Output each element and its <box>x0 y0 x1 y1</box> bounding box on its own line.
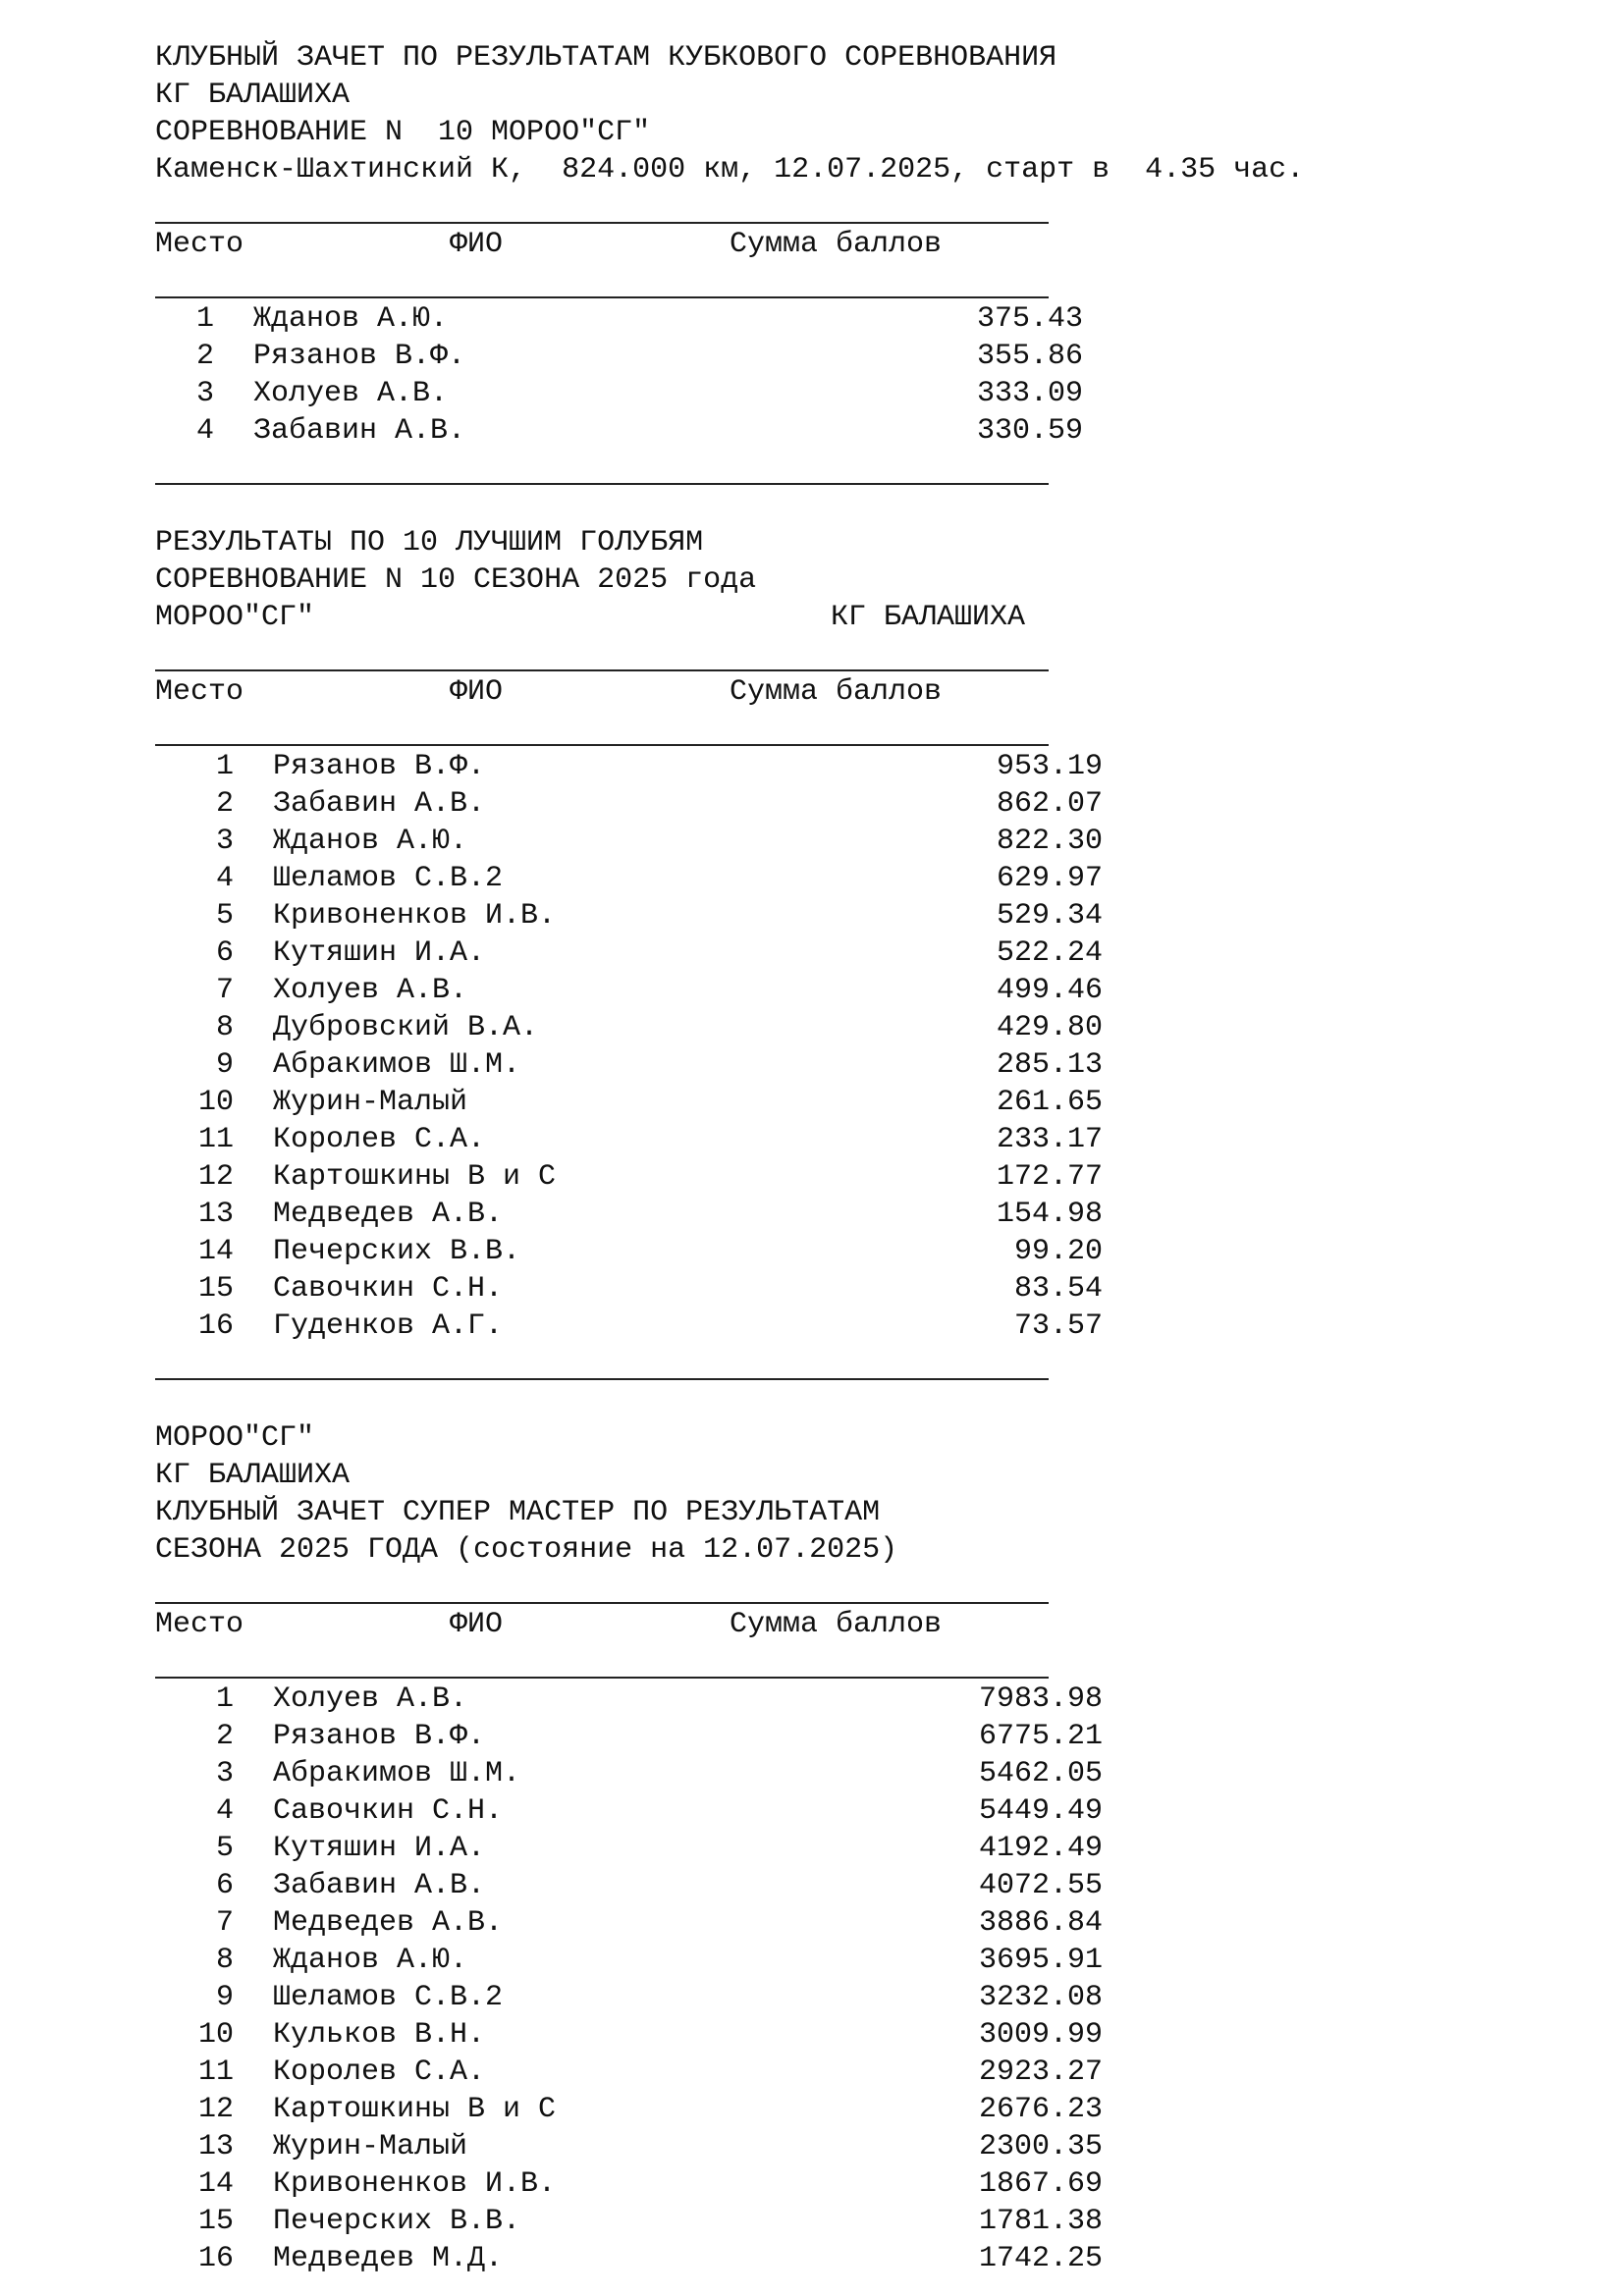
table-row <box>155 1121 1549 1158</box>
place-cell: 3 <box>215 1757 234 1790</box>
place-cell: 4 <box>215 862 234 895</box>
score-cell: 629.97 <box>996 862 1103 895</box>
place-cell: 3 <box>215 825 234 858</box>
name-cell: Королев С.А. <box>273 1123 486 1156</box>
score-cell: 2300.35 <box>978 2130 1103 2163</box>
place-cell: 4 <box>195 414 214 448</box>
place-cell: 10 <box>197 1086 234 1119</box>
title-line: СОРЕВНОВАНИЕ N 10 СЕЗОНА 2025 года <box>155 563 757 597</box>
table-row <box>155 1718 1549 1755</box>
score-cell: 4072.55 <box>978 1869 1103 1902</box>
table-row <box>155 1942 1549 1979</box>
name-cell: Рязанов В.Ф. <box>273 1720 486 1753</box>
table-row <box>155 2016 1549 2054</box>
divider <box>155 1569 1549 1606</box>
score-cell: 5462.05 <box>978 1757 1103 1790</box>
table-row <box>155 748 1549 785</box>
score-cell: 1742.25 <box>978 2242 1103 2275</box>
table-row <box>155 1009 1549 1046</box>
table-row <box>155 1308 1549 1345</box>
name-cell: Холуев А.В. <box>253 377 449 410</box>
org-club-line <box>155 599 1549 636</box>
score-cell: 99.20 <box>1013 1235 1103 1268</box>
section-cup-club-results <box>155 39 1549 487</box>
score-cell: 3232.08 <box>978 1981 1103 2014</box>
column-header-sum: Сумма баллов <box>730 228 943 261</box>
name-cell: Медведев А.В. <box>273 1198 504 1231</box>
place-cell: 14 <box>197 2167 234 2201</box>
name-cell: Печерских В.В. <box>273 2205 521 2238</box>
score-cell: 2923.27 <box>978 2056 1103 2089</box>
score-cell: 285.13 <box>996 1048 1103 1082</box>
name-cell: Журин-Малый <box>273 1086 468 1119</box>
place-cell: 15 <box>197 2205 234 2238</box>
name-cell: Шеламов С.В.2 <box>273 862 504 895</box>
column-header-place: Место <box>155 675 244 709</box>
section-super-master-results <box>155 1419 1549 2277</box>
name-cell: Холуев А.В. <box>273 1682 468 1716</box>
score-cell: 522.24 <box>996 936 1103 970</box>
place-cell: 9 <box>215 1048 234 1082</box>
name-cell: Забавин А.В. <box>273 787 486 821</box>
score-cell: 529.34 <box>996 899 1103 933</box>
table-row <box>155 1233 1549 1270</box>
place-cell: 5 <box>215 1832 234 1865</box>
table-row <box>155 2203 1549 2240</box>
score-cell: 330.59 <box>976 414 1083 448</box>
table-row <box>155 1158 1549 1196</box>
name-cell: Жданов А.Ю. <box>273 825 468 858</box>
place-cell: 16 <box>197 1309 234 1343</box>
divider <box>155 450 1549 487</box>
score-cell: 2676.23 <box>978 2093 1103 2126</box>
score-cell: 261.65 <box>996 1086 1103 1119</box>
name-cell: Журин-Малый <box>273 2130 468 2163</box>
title-line: КГ БАЛАШИХА <box>155 1459 351 1492</box>
club-name: КГ БАЛАШИХА <box>831 601 1026 634</box>
table-row <box>155 934 1549 972</box>
column-header-name: ФИО <box>450 1608 504 1641</box>
table-body <box>155 300 1549 450</box>
score-cell: 1867.69 <box>978 2167 1103 2201</box>
table-row <box>155 300 1549 338</box>
name-cell: Медведев М.Д. <box>273 2242 504 2275</box>
column-header-sum: Сумма баллов <box>730 1608 943 1641</box>
table-row <box>155 1046 1549 1084</box>
score-cell: 1781.38 <box>978 2205 1103 2238</box>
divider <box>155 636 1549 673</box>
column-header-name: ФИО <box>450 675 504 709</box>
score-cell: 3695.91 <box>978 1944 1103 1977</box>
results-document <box>155 39 1549 2277</box>
title-line: КЛУБНЫЙ ЗАЧЕТ ПО РЕЗУЛЬТАТАМ КУБКОВОГО СОРЕВНОВАНИЯ <box>155 41 1057 75</box>
org-name: МОРОО"СГ" <box>155 601 315 634</box>
name-cell: Дубровский В.А. <box>273 1011 539 1044</box>
score-cell: 3886.84 <box>978 1906 1103 1940</box>
table-row <box>155 785 1549 823</box>
table-row <box>155 2240 1549 2277</box>
place-cell: 8 <box>215 1944 234 1977</box>
place-cell: 6 <box>215 1869 234 1902</box>
table-row <box>155 2128 1549 2165</box>
table-row <box>155 338 1549 375</box>
title-line: МОРОО"СГ" <box>155 1421 315 1455</box>
place-cell: 7 <box>215 1906 234 1940</box>
score-cell: 429.80 <box>996 1011 1103 1044</box>
score-cell: 499.46 <box>996 974 1103 1007</box>
name-cell: Кривоненков И.В. <box>273 2167 557 2201</box>
title-line: Каменск-Шахтинский К, 824.000 км, 12.07.2025, старт в 4.35 час. <box>155 153 1305 187</box>
place-cell: 13 <box>197 1198 234 1231</box>
name-cell: Забавин А.В. <box>273 1869 486 1902</box>
name-cell: Кутяшин И.А. <box>273 1832 486 1865</box>
name-cell: Кутяшин И.А. <box>273 936 486 970</box>
divider <box>155 1643 1549 1681</box>
column-header-sum: Сумма баллов <box>730 675 943 709</box>
name-cell: Рязанов В.Ф. <box>253 340 466 373</box>
score-cell: 355.86 <box>976 340 1083 373</box>
table-row <box>155 2091 1549 2128</box>
table-row <box>155 1792 1549 1830</box>
table-header <box>155 673 1549 711</box>
divider <box>155 263 1549 300</box>
table-row <box>155 1979 1549 2016</box>
place-cell: 12 <box>197 2093 234 2126</box>
place-cell: 12 <box>197 1160 234 1194</box>
score-cell: 862.07 <box>996 787 1103 821</box>
place-cell: 6 <box>215 936 234 970</box>
table-row <box>155 1867 1549 1904</box>
place-cell: 15 <box>197 1272 234 1306</box>
column-header-name: ФИО <box>450 228 504 261</box>
title-line: КЛУБНЫЙ ЗАЧЕТ СУПЕР МАСТЕР ПО РЕЗУЛЬТАТАМ <box>155 1496 881 1529</box>
name-cell: Кривоненков И.В. <box>273 899 557 933</box>
column-header-place: Место <box>155 1608 244 1641</box>
table-header <box>155 1606 1549 1643</box>
place-cell: 10 <box>197 2018 234 2052</box>
score-cell: 7983.98 <box>978 1682 1103 1716</box>
place-cell: 1 <box>215 1682 234 1716</box>
name-cell: Картошкины В и С <box>273 2093 557 2126</box>
place-cell: 1 <box>195 302 214 336</box>
name-cell: Жданов А.Ю. <box>273 1944 468 1977</box>
place-cell: 2 <box>215 787 234 821</box>
score-cell: 822.30 <box>996 825 1103 858</box>
place-cell: 3 <box>195 377 214 410</box>
score-cell: 333.09 <box>976 377 1083 410</box>
table-row <box>155 1196 1549 1233</box>
divider <box>155 711 1549 748</box>
place-cell: 9 <box>215 1981 234 2014</box>
score-cell: 3009.99 <box>978 2018 1103 2052</box>
place-cell: 13 <box>197 2130 234 2163</box>
divider <box>155 1345 1549 1382</box>
place-cell: 14 <box>197 1235 234 1268</box>
score-cell: 375.43 <box>976 302 1083 336</box>
table-row <box>155 2054 1549 2091</box>
name-cell: Холуев А.В. <box>273 974 468 1007</box>
score-cell: 73.57 <box>1013 1309 1103 1343</box>
score-cell: 4192.49 <box>978 1832 1103 1865</box>
score-cell: 6775.21 <box>978 1720 1103 1753</box>
score-cell: 953.19 <box>996 750 1103 783</box>
section-top10-results <box>155 524 1549 1382</box>
table-row <box>155 412 1549 450</box>
name-cell: Рязанов В.Ф. <box>273 750 486 783</box>
score-cell: 5449.49 <box>978 1794 1103 1828</box>
name-cell: Жданов А.Ю. <box>253 302 449 336</box>
name-cell: Печерских В.В. <box>273 1235 521 1268</box>
divider <box>155 188 1549 226</box>
name-cell: Гуденков А.Г. <box>273 1309 504 1343</box>
name-cell: Абракимов Ш.М. <box>273 1048 521 1082</box>
table-row <box>155 860 1549 897</box>
place-cell: 1 <box>215 750 234 783</box>
score-cell: 154.98 <box>996 1198 1103 1231</box>
table-row <box>155 1270 1549 1308</box>
name-cell: Картошкины В и С <box>273 1160 557 1194</box>
table-row <box>155 1084 1549 1121</box>
table-body <box>155 748 1549 1345</box>
score-cell: 172.77 <box>996 1160 1103 1194</box>
name-cell: Абракимов Ш.М. <box>273 1757 521 1790</box>
table-body <box>155 1681 1549 2277</box>
name-cell: Королев С.А. <box>273 2056 486 2089</box>
place-cell: 2 <box>195 340 214 373</box>
name-cell: Кульков В.Н. <box>273 2018 486 2052</box>
place-cell: 4 <box>215 1794 234 1828</box>
place-cell: 8 <box>215 1011 234 1044</box>
title-line: РЕЗУЛЬТАТЫ ПО 10 ЛУЧШИМ ГОЛУБЯМ <box>155 526 704 560</box>
table-row <box>155 823 1549 860</box>
table-row <box>155 1755 1549 1792</box>
table-header <box>155 226 1549 263</box>
table-row <box>155 1904 1549 1942</box>
score-cell: 83.54 <box>1013 1272 1103 1306</box>
place-cell: 7 <box>215 974 234 1007</box>
table-row <box>155 1830 1549 1867</box>
column-header-place: Место <box>155 228 244 261</box>
place-cell: 5 <box>215 899 234 933</box>
name-cell: Шеламов С.В.2 <box>273 1981 504 2014</box>
table-row <box>155 2165 1549 2203</box>
title-line: СОРЕВНОВАНИЕ N 10 МОРОО"СГ" <box>155 116 651 149</box>
table-row <box>155 972 1549 1009</box>
table-row <box>155 897 1549 934</box>
place-cell: 11 <box>197 2056 234 2089</box>
table-row <box>155 1681 1549 1718</box>
place-cell: 11 <box>197 1123 234 1156</box>
table-row <box>155 375 1549 412</box>
title-line: КГ БАЛАШИХА <box>155 79 351 112</box>
place-cell: 16 <box>197 2242 234 2275</box>
place-cell: 2 <box>215 1720 234 1753</box>
name-cell: Медведев А.В. <box>273 1906 504 1940</box>
name-cell: Забавин А.В. <box>253 414 466 448</box>
title-line: СЕЗОНА 2025 ГОДА (состояние на 12.07.2025) <box>155 1533 898 1567</box>
score-cell: 233.17 <box>996 1123 1103 1156</box>
name-cell: Савочкин С.Н. <box>273 1794 504 1828</box>
name-cell: Савочкин С.Н. <box>273 1272 504 1306</box>
